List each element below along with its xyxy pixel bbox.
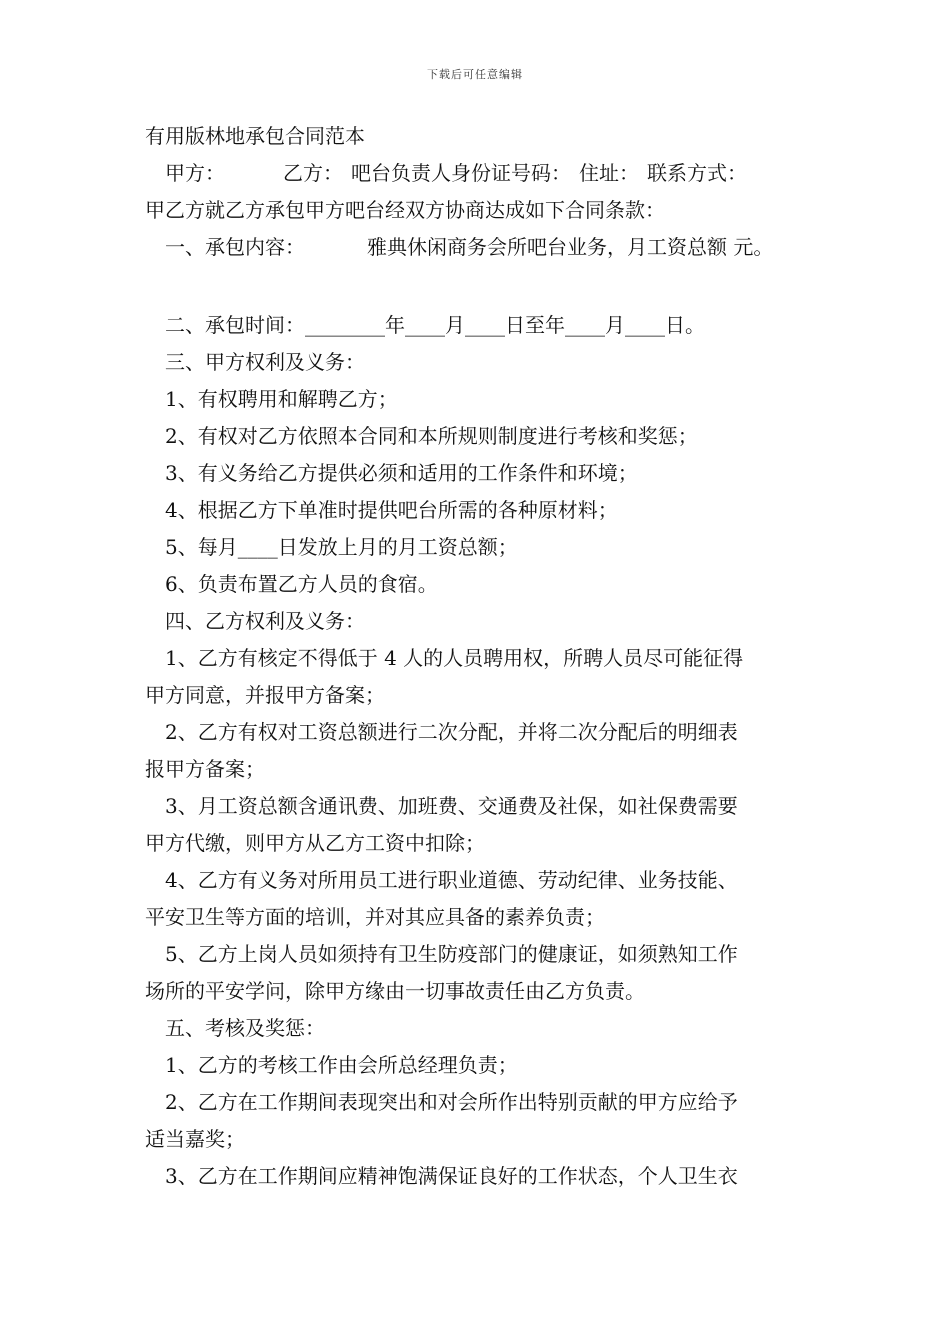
section3-item: 5、每月____日发放上月的月工资总额；: [165, 535, 518, 559]
section2-line: 二、承包时间：________年____月____日至年____月____日。: [165, 313, 705, 337]
section1-label: 一、承包内容：: [165, 235, 305, 259]
document-title: 有用版林地承包合同范本: [145, 124, 365, 148]
section3-item: 6、负责布置乙方人员的食宿。: [165, 572, 438, 596]
section1-text: 雅典休闲商务会所吧台业务，月工资总额 元。: [367, 235, 774, 259]
id-number-label: 吧台负责人身份证号码：: [351, 161, 571, 185]
section4-item-rest: 甲方同意，并报甲方备案；: [145, 683, 385, 707]
section4-item-rest: 平安卫生等方面的培训，并对其应具备的素养负责；: [145, 905, 605, 929]
section5-heading: 五、考核及奖惩：: [165, 1016, 325, 1040]
section4-item-first: 4、乙方有义务对所用员工进行职业道德、劳动纪律、业务技能、: [165, 868, 738, 892]
section4-item-rest: 甲方代缴，则甲方从乙方工资中扣除；: [145, 831, 485, 855]
party-b-label: 乙方：: [283, 161, 343, 185]
section4-item-first: 1、乙方有核定不得低于 4 人的人员聘用权，所聘人员尽可能征得: [165, 646, 744, 670]
intro-line: 甲乙方就乙方承包甲方吧台经双方协商达成如下合同条款：: [145, 198, 665, 222]
section5-item-first: 2、乙方在工作期间表现突出和对会所作出特别贡献的甲方应给予: [165, 1090, 738, 1114]
section4-item-rest: 场所的平安学问，除甲方缘由一切事故责任由乙方负责。: [145, 979, 645, 1003]
section5-item: 1、乙方的考核工作由会所总经理负责；: [165, 1053, 518, 1077]
section4-item-first: 2、乙方有权对工资总额进行二次分配，并将二次分配后的明细表: [165, 720, 738, 744]
section1-line: [145, 229, 815, 266]
section3-item: 4、根据乙方下单准时提供吧台所需的各种原材料；: [165, 498, 618, 522]
section4-item-first: 5、乙方上岗人员如须持有卫生防疫部门的健康证，如须熟知工作: [165, 942, 738, 966]
section4-heading: 四、乙方权利及义务：: [165, 609, 365, 633]
section4-item-first: 3、月工资总额含通讯费、加班费、交通费及社保，如社保费需要: [165, 794, 738, 818]
section5-item-rest: 适当嘉奖；: [145, 1127, 245, 1151]
section5-item: 3、乙方在工作期间应精神饱满保证良好的工作状态，个人卫生衣: [165, 1164, 738, 1188]
section3-item: 3、有义务给乙方提供必须和适用的工作条件和环境；: [165, 461, 638, 485]
contact-label: 联系方式：: [647, 161, 747, 185]
header-note: 下载后可任意编辑: [427, 68, 523, 81]
section3-item: 2、有权对乙方依照本合同和本所规则制度进行考核和奖惩；: [165, 424, 698, 448]
section4-item-rest: 报甲方备案；: [145, 757, 265, 781]
address-label: 住址：: [579, 161, 639, 185]
section3-item: 1、有权聘用和解聘乙方；: [165, 387, 398, 411]
parties-line: [145, 155, 815, 192]
document-body: [145, 118, 815, 1195]
party-a-label: 甲方：: [165, 161, 225, 185]
section3-heading: 三、甲方权利及义务：: [165, 350, 365, 374]
